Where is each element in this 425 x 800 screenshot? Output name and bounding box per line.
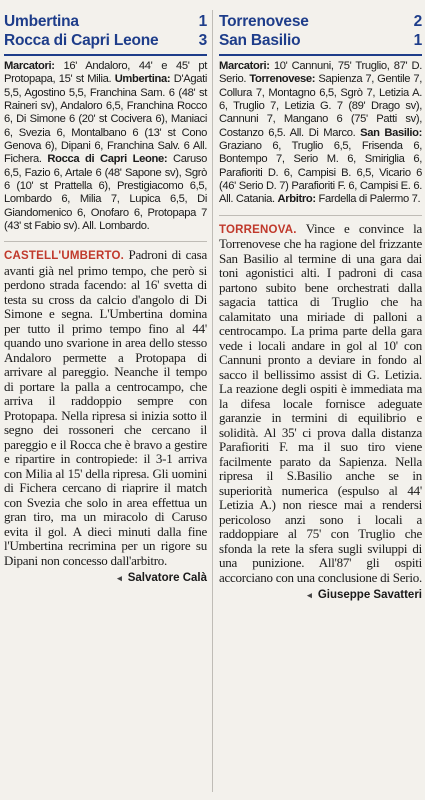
- article-umbertina: [4, 12, 207, 584]
- byline-name: Giuseppe Savatteri: [317, 589, 422, 602]
- section-rule: [4, 241, 207, 242]
- home-lineup-text: D'Agati 5,5, Agostino 5,5, Franchina Sam. 6 (48' st Raineri sv), Andaloro 6,5, Franchina Rocco 6, Di Simone 6 (20' st Cocivera 6), Maniaci 6, Svezia 6, Montalbano 6 (13' st Cono Genova 6), Dipani 6, Franchina Salv. 6 All. Fichera.: [4, 73, 207, 166]
- away-team-name: Rocca di Capri Leone: [4, 32, 159, 49]
- away-team-name: San Basilio: [219, 32, 301, 49]
- triangle-icon: ◂: [117, 573, 122, 584]
- column-divider: [212, 10, 213, 792]
- home-team-row: [4, 12, 207, 31]
- away-lineup-text: Graziano 6, Truglio 6,5, Frisenda 6, Bontempo 7, Serio M. 6, Smiriglia 6, Parafioriti D. 6, Campisi B. 6,5, Vicario 6 (46' Serio D. 7) Parafioriti F. 6, Campisi E. 6. All. Catania.: [219, 140, 422, 206]
- referee-label: Arbitro:: [277, 193, 316, 206]
- home-lineup-label: Torrenovese:: [249, 73, 316, 86]
- home-team-row: [219, 12, 422, 31]
- home-team-name: Torrenovese: [219, 13, 309, 30]
- story-kicker: TORRENOVA.: [219, 223, 297, 236]
- triangle-icon: ◂: [307, 590, 312, 601]
- away-team-row: [219, 31, 422, 50]
- article-torrenovese: [219, 12, 422, 601]
- scoreboard: [4, 12, 207, 52]
- story-kicker: CASTELL'UMBERTO.: [4, 250, 125, 263]
- home-team-score: 1: [198, 13, 207, 30]
- scoreboard-rule: [219, 54, 422, 56]
- scorers-text: 16' Andaloro, 44' e 45' pt Protopapa, 15' st Milia.: [4, 60, 207, 86]
- scorers-text: 10' Cannuni, 75' Truglio, 87' D. Serio.: [219, 60, 422, 86]
- story-text: Vince e convince la Torrenovese che ha ragione del frizzante San Basilio al termine di una gara dai toni agonistici alti. I padroni di casa partono subito bene orchestrati dalla sagacia tattica di Truglio che ha calamitato una miriade di palloni a centrocampo. La prima parte della gara vede i locali andare in gol al 10' con Cannuni pronto a deviare in fondo al sacco il bellissimo assist di G. Letizia. La reazione degli ospiti è immediata ma la difesa locale fornisce adeguate garanzie in termini di equilibrio e solidità. Al 35' ci prova dalla distanza Parafioriti F. ma il suo tiro viene facilmente parato da Sapienza. Nella ripresa il S.Basilio anche se in superiorità numerica (espulso al 44' Letizia A.) non riesce mai a rendersi pericoloso anzi sono i locali a raddoppiare al 75' con Truglio che sfonda la rete la sfera sugli sviluppi di una punizione. All'87' gli ospiti accorciano con una conclusione di Serio.: [219, 220, 422, 585]
- byline: [219, 589, 422, 601]
- match-report: [4, 60, 207, 233]
- byline-name: Salvatore Calà: [127, 572, 207, 585]
- away-team-score: 1: [413, 32, 422, 49]
- away-lineup-label: San Basilio:: [360, 126, 422, 139]
- story-text: Padroni di casa avanti già nel primo tempo, che però si perdono strada facendo: al 16' svetta di testa su cross da calcio d'angolo di Di Simone e segna. L'Umbertina domina per tutto il primo tempo fino al 44' quando uno svarione in area dello stesso Andaloro permette a Protopapa di arrivare al pareggio. Neanche il tempo di portare la palla a centrocampo, che arriva il raddoppio sempre con Protopapa. Nella ripresa si inizia sotto il segno dei rossoneri che cercano il pareggio e il Rocca che è bravo a gestire e ripartire in contropiede: il 3-1 arriva con Milia al 15' della ripresa. Gli uomini di Fichera cercano di riaprire il match con Svezia che solo in area effettua un gran tiro, ma un miracolo di Caruso evita il gol. A dieci minuti dalla fine l'Umbertina recrimina per un rigore su Dipani non concesso dall'arbitro.: [4, 247, 207, 568]
- match-report: [219, 60, 422, 207]
- away-team-row: [4, 31, 207, 50]
- away-team-score: 3: [198, 32, 207, 49]
- home-team-name: Umbertina: [4, 13, 79, 30]
- away-lineup-text: Caruso 6,5, Fazio 6, Artale 6 (48' Sapone sv), Sgrò 6 (10' st Prattella 6), Prestigiacomo 6,5, Lombardo 6, Milia 7, Lupica 6,5, Di Giandomenico 6, Onofaro 6, Protopapa 7 (43' st Fabio sv). All. Lombardo.: [4, 153, 207, 233]
- home-lineup-label: Umbertina:: [114, 73, 171, 86]
- match-story: [4, 248, 207, 568]
- home-team-score: 2: [413, 13, 422, 30]
- scoreboard-rule: [4, 54, 207, 56]
- scoreboard: [219, 12, 422, 52]
- referee-text: Fardella di Palermo 7.: [315, 193, 421, 206]
- scorers-label: Marcatori:: [219, 60, 270, 72]
- scorers-label: Marcatori:: [4, 60, 55, 72]
- away-lineup-label: Rocca di Capri Leone:: [47, 153, 168, 166]
- section-rule: [219, 215, 422, 216]
- home-lineup-text: Sapienza 7, Gentile 7, Collura 7, Montagno 6,5, Sgrò 7, Letizia A. 6, Truglio 7, Letizia G. 7 (89' Drago sv), Cannuni 7, Mangano 6 (75' Patti sv), Costanzo 6,5. All. Di Marco.: [219, 73, 422, 139]
- match-story: [219, 222, 422, 586]
- byline: [4, 572, 207, 584]
